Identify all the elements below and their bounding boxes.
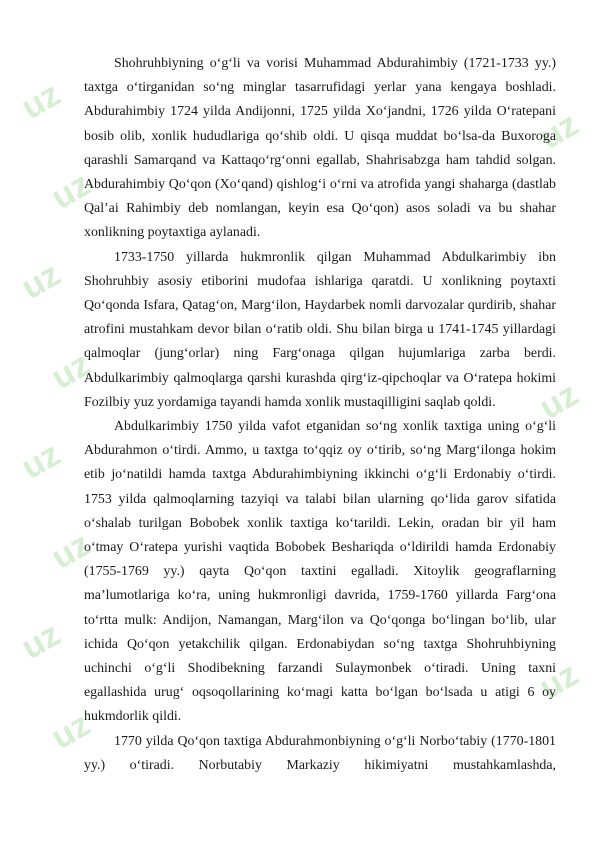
watermark-mark: uz [15, 615, 67, 667]
paragraph-3: Abdulkarimbiy 1750 yilda vafot etganidan so‘ng xonlik taxtiga uning o‘g‘li Abdurahmon o‘tirdi. Ammo, u taxtga to‘qqiz oy o‘tirib, so‘ng Marg‘ilonga hokim etib jo‘natildi hamda taxtga Abdurahimbiyning ikkinchi o‘g‘li Erdonabiy o‘tirdi. 1753 yilda qalmoqlarning tazyiqi va talabi bilan ularning qo‘lida garov sifatida o‘shalab turilgan Bobobek xonlik taxtiga ko‘tarildi. Lekin, oradan bir yil ham o‘tmay O‘ratepa yurishi vaqtida Bobobek Beshariqda o‘ldirildi hamda Erdonabiy (1755-1769 yy.) qayta Qo‘qon taxtini egalladi. Xitoylik geograflarning ma’lumotlariga ko‘ra, uning hukmronligi davrida, 1759-1760 yillarda Farg‘ona to‘rtta mulk: Andijon, Namangan, Marg‘ilon va Qo‘qonga bo‘lingan bo‘lib, ular ichida Qo‘qon yetakchilik qilgan. Erdonabiydan so‘ng taxtga Shohruhbiyning uchinchi o‘g‘li Shodibekning farzandi Sulaymonbek o‘tiradi. Uning taxni egallashida urug‘ oqsoqollarining ko‘magi katta bo‘lgan bo‘lsada u atigi 6 oy hukmdorlik qildi. [84, 419, 556, 725]
watermark-mark: uz [15, 435, 67, 487]
watermark-mark: uz [533, 655, 585, 707]
watermark-mark: uz [15, 255, 67, 307]
watermark-mark: uz [533, 105, 585, 157]
paragraph-1: Shohruhbiyning o‘g‘li va vorisi Muhammad Abdurahimbiy (1721-1733 yy.) taxtga o‘tirganidan so‘ng minglar tasarrufidagi yerlar yana kengaya boshladi. Abdurahimbiy 1724 yilda Andijonni, 1725 yilda Xo‘jandni, 1726 yilda O‘ratepani bosib olib, xonlik hududlariga qo‘shib oldi. U qisqa muddat bo‘lsa-da Buxoroga qarashli Samarqand va Kattaqo‘rg‘onni egallab, Shahrisabzga ham tahdid solgan. Abdurahimbiy Qo‘qon (Xo‘qand) qishlog‘i o‘rni va atrofida yangi shaharga (dastlab Qal’ai Rahimbiy deb nomlangan, keyin esa Qo‘qon) asos soladi va bu shahar xonlikning poytaxtiga aylanadi. [84, 56, 556, 241]
watermark-mark: uz [45, 705, 97, 757]
watermark-mark: uz [45, 525, 97, 577]
watermark-mark: uz [533, 375, 585, 427]
document-page [84, 52, 556, 778]
watermark-mark: uz [45, 345, 97, 397]
watermark-mark: uz [45, 165, 97, 217]
paragraph-2: 1733-1750 yillarda hukmronlik qilgan Muhammad Abdulkarimbiy ibn Shohruhbiy asosiy etiborini mudofaa ishlariga qaratdi. U xonlikning poytaxti Qo‘qonda Isfara, Qatag‘on, Marg‘ilon, Haydarbek nomli darvozalar qurdirib, shahar atrofini mustahkam devor bilan o‘ratib oldi. Shu bilan birga u 1741-1745 yillardagi qalmoqlar (jung‘orlar) ning Farg‘onaga qilgan hujumlariga zarba berdi. Abdulkarimbiy qalmoqlarga qarshi kurashda qirg‘iz-qipchoqlar va O‘ratepa hokimi Fozilbiy yuz yordamiga tayandi hamda xonlik mustaqilligini saqlab qoldi. [84, 249, 556, 410]
paragraph-4: 1770 yilda Qo‘qon taxtiga Abdurahmonbiyning o‘g‘li Norbo‘tabiy (1770-1801 yy.) o‘tiradi. Norbutabiy Markaziy hikimiyatni mustahkamlashda, [84, 733, 556, 773]
watermark-mark: uz [15, 75, 67, 127]
